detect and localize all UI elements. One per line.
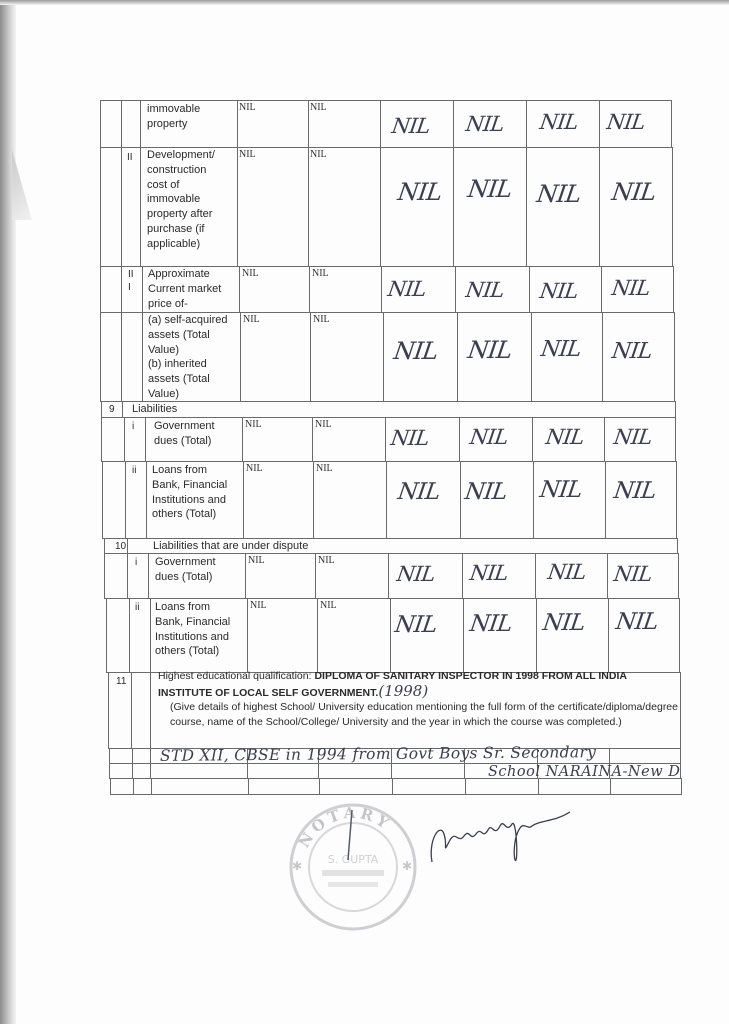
typed-nil: NIL — [246, 463, 263, 474]
typed-nil: NIL — [318, 555, 335, 566]
handwritten-nil: NIL — [392, 337, 440, 365]
row-label-liabilities: Liabilities — [132, 403, 178, 415]
cell — [100, 312, 122, 402]
row-number: 11 — [116, 676, 127, 687]
handwritten-nil: NIL — [463, 479, 509, 505]
typed-nil: NIL — [239, 102, 256, 113]
typed-nil: NIL — [320, 600, 337, 611]
cell — [101, 417, 125, 462]
row-label-gov-dues: Government dues (Total) — [154, 420, 215, 447]
cell — [319, 778, 393, 795]
cell — [110, 778, 134, 795]
seal-name: S. GUPTA — [327, 853, 379, 866]
typed-nil: NIL — [315, 419, 332, 430]
handwritten-nil: NIL — [610, 276, 652, 300]
handwritten-nil: NIL — [386, 277, 428, 301]
cell — [121, 312, 143, 402]
cell — [121, 147, 141, 267]
typed-nil: NIL — [316, 463, 333, 474]
row-number: i — [132, 421, 135, 432]
cell — [127, 553, 149, 599]
row-number: i — [135, 557, 138, 568]
cell — [132, 748, 151, 764]
cell — [391, 763, 465, 779]
cell — [318, 763, 392, 779]
row-number: II I — [128, 269, 134, 293]
cell — [109, 748, 133, 764]
row-label-development: Development/ construction cost of immovable property after purchase (if applicable) — [147, 149, 215, 250]
signature — [420, 800, 580, 870]
handwritten-nil: NIL — [535, 180, 583, 208]
typed-nil: NIL — [245, 419, 262, 430]
cell — [100, 147, 122, 267]
row-number: 10 — [115, 541, 127, 552]
typed-nil: NIL — [248, 555, 265, 566]
row-label-self-acquired: (a) self-acquired assets (Total Value) (b) inherited assets (Total Value) — [148, 314, 228, 400]
cell — [100, 266, 122, 313]
handwritten-nil: NIL — [612, 562, 654, 586]
cell — [106, 598, 130, 673]
row-number: ii — [132, 465, 137, 476]
typed-nil: NIL — [250, 600, 267, 611]
cell — [129, 598, 151, 673]
cell — [609, 748, 681, 764]
handwritten-nil: NIL — [466, 336, 514, 364]
handwritten-nil: NIL — [464, 278, 506, 302]
handwritten-note-line2: School NARAINA-New D — [488, 764, 681, 780]
cell — [538, 778, 611, 795]
cell — [122, 401, 676, 418]
cell — [151, 778, 249, 795]
cell — [392, 778, 466, 795]
cell — [453, 147, 527, 267]
typed-nil: NIL — [243, 314, 260, 325]
cell — [247, 763, 319, 779]
qualification-text — [158, 669, 678, 729]
cell — [109, 763, 133, 779]
row-label-loans: Loans from Bank, Financial Institutions and others (Total) — [152, 464, 228, 521]
cell — [132, 763, 151, 779]
scan-edge — [0, 0, 16, 1024]
handwritten-nil: NIL — [468, 611, 514, 637]
handwritten-nil: NIL — [612, 425, 654, 449]
cell — [102, 461, 126, 539]
handwritten-nil: NIL — [389, 426, 431, 450]
typed-nil: NIL — [239, 149, 256, 160]
handwritten-nil: NIL — [605, 110, 647, 134]
cell — [150, 763, 248, 779]
handwritten-nil: NIL — [612, 478, 658, 504]
handwritten-nil: NIL — [468, 425, 510, 449]
row-label-gov-dues-dispute: Government dues (Total) — [155, 556, 216, 583]
handwritten-nil: NIL — [538, 477, 584, 503]
row-number: ii — [135, 602, 140, 613]
handwritten-nil: NIL — [538, 279, 580, 303]
handwritten-nil: NIL — [396, 178, 444, 206]
cell — [610, 778, 682, 795]
typed-nil: NIL — [310, 149, 327, 160]
cell — [599, 147, 673, 267]
handwritten-nil: NIL — [468, 561, 510, 585]
qualification-note: (Give details of highest School/ University education mentioning the full form of the certificate/diploma/degree course, name of the School/College/ University and the year in which the course was completed.) — [170, 701, 678, 728]
handwritten-nil: NIL — [395, 562, 437, 586]
scan-edge-top — [0, 0, 729, 5]
row-label-approximate: Approximate Current market price of- — [148, 268, 222, 310]
handwritten-nil: NIL — [614, 609, 660, 635]
row-label-immovable: immovable property — [147, 103, 201, 130]
cell — [248, 778, 320, 795]
handwritten-year: (1998) — [378, 681, 429, 700]
typed-nil: NIL — [313, 314, 330, 325]
qualification-value: DIPLOMA OF SANITARY INSPECTOR IN 1998 FROM ALL INDIA INSTITUTE OF LOCAL SELF GOVERNMENT. — [158, 670, 627, 699]
handwritten-nil: NIL — [393, 612, 439, 638]
svg-text:✱: ✱ — [292, 859, 303, 873]
handwritten-nil: NIL — [538, 110, 580, 134]
handwritten-nil: NIL — [610, 178, 658, 206]
handwritten-nil: NIL — [539, 337, 583, 362]
cell — [121, 100, 141, 148]
cell — [124, 417, 146, 462]
handwritten-nil: NIL — [541, 610, 587, 636]
handwritten-nil: NIL — [464, 112, 506, 136]
notary-seal — [282, 800, 424, 935]
row-number: II — [127, 152, 133, 163]
cell — [131, 672, 151, 749]
handwritten-nil: NIL — [396, 479, 442, 505]
cell — [133, 778, 152, 795]
handwritten-note-line1: STD XII, CBSE in 1994 from Govt Boys Sr. Secondary — [159, 743, 597, 765]
row-label-loans-dispute: Loans from Bank, Financial Institutions and others (Total) — [155, 601, 231, 658]
cell — [100, 100, 122, 148]
handwritten-nil: NIL — [466, 175, 514, 203]
cell — [237, 147, 309, 267]
handwritten-nil: NIL — [390, 114, 432, 138]
cell — [465, 778, 539, 795]
svg-text:✱: ✱ — [402, 859, 413, 873]
typed-nil: NIL — [242, 268, 259, 279]
typed-nil: NIL — [310, 102, 327, 113]
row-number: 9 — [109, 404, 115, 415]
cell — [380, 147, 454, 267]
cell — [240, 312, 311, 402]
handwritten-nil: NIL — [544, 425, 586, 449]
page-fold — [12, 150, 32, 220]
handwritten-nil: NIL — [546, 560, 588, 584]
seal-text: NOTARY — [294, 803, 396, 851]
qualification-prefix: Highest educational qualification: — [158, 670, 315, 682]
row-label-dispute: Liabilities that are under dispute — [153, 540, 309, 552]
cell — [310, 312, 384, 402]
typed-nil: NIL — [312, 268, 329, 279]
handwritten-nil: NIL — [610, 339, 654, 364]
cell — [104, 553, 128, 599]
cell — [308, 147, 381, 267]
